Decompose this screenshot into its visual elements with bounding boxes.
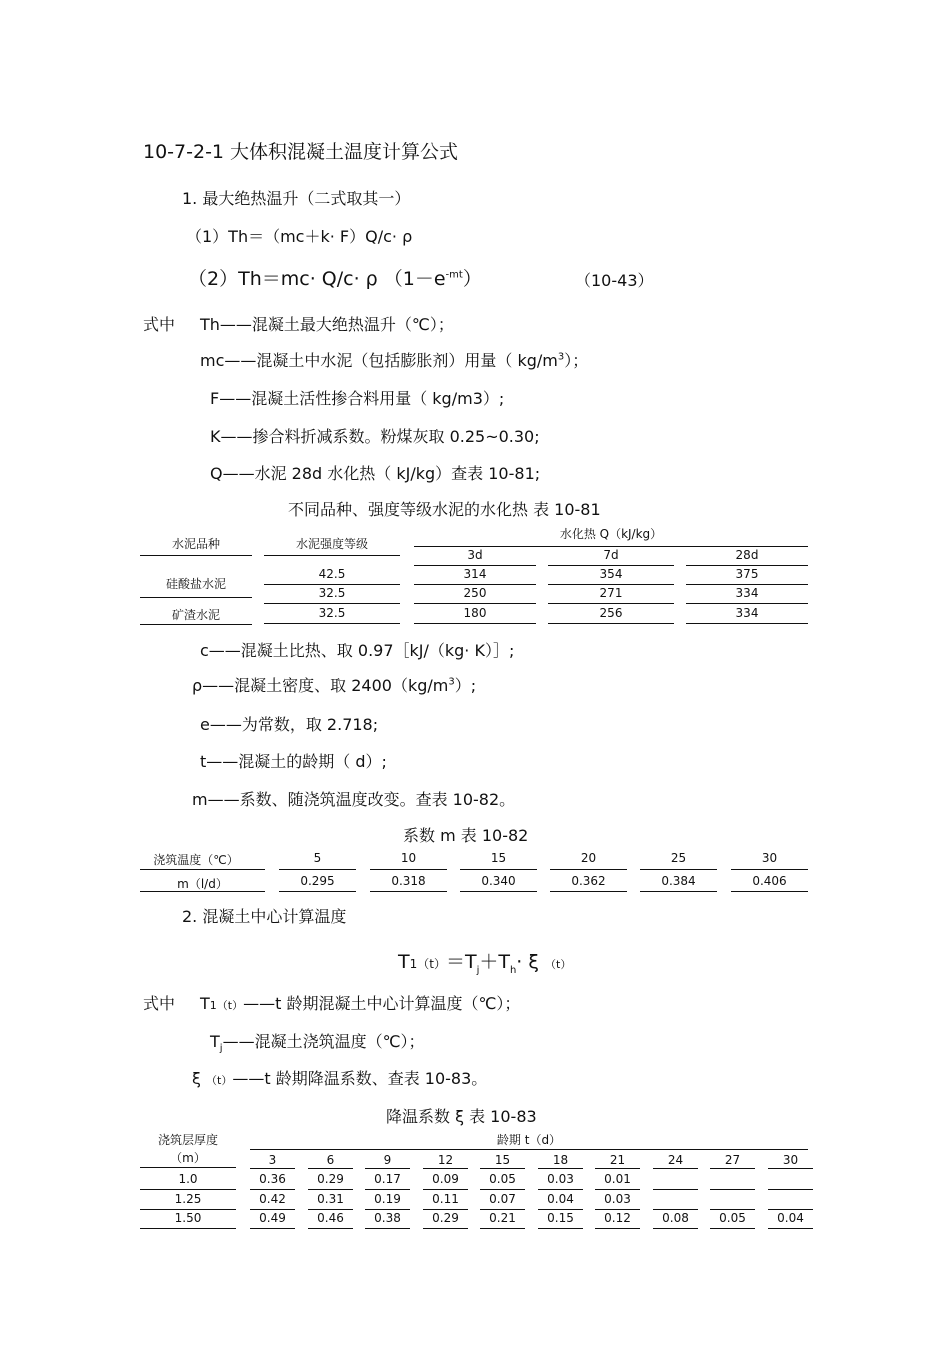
t83-cell: 0.21 [489, 1211, 516, 1225]
t83-thickness: 1.25 [174, 1192, 202, 1206]
t82-rule [370, 891, 447, 892]
t83-rule [423, 1228, 468, 1229]
t82-temp: 5 [313, 851, 322, 865]
t81-rule [414, 603, 536, 604]
t83-rule [480, 1228, 525, 1229]
t83-rule [250, 1189, 295, 1190]
def-k: K——掺合料折减系数。粉煤灰取 0.25~0.30; [210, 427, 540, 446]
def-c: c——混凝土比热、取 0.97［kJ/（kg· K）］; [200, 641, 515, 660]
t83-cell: 0.17 [374, 1172, 401, 1186]
t83-rule [653, 1189, 698, 1190]
t83-age: 18 [552, 1153, 569, 1167]
t83-age: 30 [782, 1153, 799, 1167]
t82-temp: 20 [580, 851, 597, 865]
t83-cell: 0.31 [317, 1192, 344, 1206]
def-f: F——混凝土活性掺合料用量（ kg/m3）; [210, 389, 505, 408]
t83-rule [538, 1209, 583, 1210]
t82-rule [370, 869, 447, 870]
t83-rule [140, 1167, 236, 1168]
t83-cell: 0.19 [374, 1192, 401, 1206]
t83-rule [480, 1189, 525, 1190]
t82-temp: 10 [400, 851, 417, 865]
t83-cell: 0.11 [432, 1192, 459, 1206]
t81-rule [264, 555, 400, 556]
t83-rule [710, 1228, 755, 1229]
t82-value: 0.318 [391, 874, 426, 888]
t83-rule [423, 1168, 468, 1169]
t83-rule [768, 1189, 813, 1190]
def-mc-text: mc——混凝土中水泥（包括膨胀剂）用量（ kg/m [200, 351, 558, 370]
formula-2-body: （2）Th＝mc· Q/c· ρ （1－e [188, 268, 446, 290]
formula-2-exponent: -mt [445, 269, 463, 281]
def-rho [192, 673, 476, 696]
t82-rule [140, 891, 265, 892]
t83-rule [423, 1209, 468, 1210]
t83-cell: 0.05 [719, 1211, 746, 1225]
t81-rule [264, 623, 400, 624]
t83-cell: 0.49 [259, 1211, 286, 1225]
item-1-heading: 1. 最大绝热温升（二式取其一） [182, 189, 411, 208]
def-rho-tail: ）; [454, 676, 477, 695]
t83-rule [538, 1228, 583, 1229]
t81-rule [686, 565, 808, 566]
t83-rule [538, 1168, 583, 1169]
t83-rule [308, 1189, 353, 1190]
t83-rule [480, 1168, 525, 1169]
t83-rule [423, 1189, 468, 1190]
t81-kind: 硅酸盐水泥 [165, 577, 226, 591]
t82-row2-label: m（l/d） [177, 877, 228, 891]
t82-rule [550, 869, 627, 870]
t83-thickness: 1.50 [174, 1211, 202, 1225]
t81-rule [264, 603, 400, 604]
t81-header-kind: 水泥品种 [171, 537, 220, 551]
t83-rule [768, 1228, 813, 1229]
t81-day: 3d [467, 548, 483, 562]
t81-rule [686, 584, 808, 585]
def-mc [200, 348, 588, 371]
t83-rule [653, 1228, 698, 1229]
t81-rule [414, 546, 808, 547]
t83-rule [250, 1209, 295, 1210]
def-mc-tail: ）； [564, 351, 589, 370]
formula-1: （1）Th＝（mc＋k· F）Q/c· ρ [186, 227, 413, 246]
t81-cell: 375 [735, 567, 759, 581]
t81-header-heat: 水化热 Q（kJ/kg） [559, 527, 663, 541]
t83-cell: 0.36 [259, 1172, 286, 1186]
t81-rule [414, 565, 536, 566]
t82-rule [550, 891, 627, 892]
t83-rule [595, 1209, 640, 1210]
t83-cell: 0.46 [317, 1211, 344, 1225]
t83-cell: 0.03 [547, 1172, 574, 1186]
def-t: t——混凝土的龄期（ d）; [200, 752, 387, 771]
where-label-1: 式中 [143, 315, 176, 334]
t83-rule [538, 1189, 583, 1190]
t81-cell: 314 [463, 567, 487, 581]
t83-age: 27 [724, 1153, 741, 1167]
t83-rule [365, 1168, 410, 1169]
t83-rule [653, 1209, 698, 1210]
t83-rule [140, 1228, 236, 1229]
t83-header-unit: （m） [170, 1151, 206, 1165]
t83-header-age: 龄期 t（d） [496, 1133, 562, 1147]
t83-rule [365, 1228, 410, 1229]
def-e: e——为常数，取 2.718; [200, 715, 379, 734]
t81-rule [686, 623, 808, 624]
t83-rule [140, 1189, 236, 1190]
t83-rule [250, 1168, 295, 1169]
t83-cell: 0.05 [489, 1172, 516, 1186]
t83-cell: 0.12 [604, 1211, 631, 1225]
where-label-2: 式中 [143, 994, 176, 1013]
t83-age: 24 [667, 1153, 684, 1167]
t83-cell: 0.09 [432, 1172, 459, 1186]
t83-age: 9 [383, 1153, 392, 1167]
t82-value: 0.340 [481, 874, 516, 888]
def-q: Q——水泥 28d 水化热（ kJ/kg）查表 10-81; [210, 464, 541, 483]
t82-row1-label: 浇筑温度（℃） [153, 853, 239, 867]
t83-rule [768, 1209, 813, 1210]
t83-rule [710, 1168, 755, 1169]
t83-thickness: 1.0 [178, 1172, 198, 1186]
t83-rule [308, 1168, 353, 1169]
t81-cell: 271 [599, 586, 623, 600]
t81-rule [548, 584, 674, 585]
t83-age: 6 [326, 1153, 335, 1167]
t83-cell: 0.15 [547, 1211, 574, 1225]
t81-rule [686, 603, 808, 604]
t83-header-thick: 浇筑层厚度 [157, 1133, 218, 1147]
t83-cell: 0.03 [604, 1192, 631, 1206]
t82-rule [460, 869, 537, 870]
t81-rule [548, 623, 674, 624]
formula-2-close: ） [462, 268, 482, 290]
t82-value: 0.384 [661, 874, 696, 888]
t83-cell: 0.07 [489, 1192, 516, 1206]
t81-cell: 334 [735, 586, 759, 600]
t83-rule [308, 1228, 353, 1229]
def-rho-text: ρ——混凝土密度、取 2400（kg/m [192, 676, 449, 695]
t83-cell: 0.42 [259, 1192, 286, 1206]
t82-rule [640, 869, 717, 870]
t83-rule [595, 1189, 640, 1190]
t81-header-grade: 水泥强度等级 [295, 537, 368, 551]
t83-rule [480, 1209, 525, 1210]
t83-age: 21 [609, 1153, 626, 1167]
t81-cell: 42.5 [318, 567, 346, 581]
def-mc-sup: 3 [557, 351, 565, 363]
t83-rule [250, 1228, 295, 1229]
t83-rule [308, 1209, 353, 1210]
t82-temp: 25 [670, 851, 687, 865]
t82-rule [279, 869, 356, 870]
t81-rule [140, 555, 252, 556]
t83-cell: 0.01 [604, 1172, 631, 1186]
t81-cell: 334 [735, 606, 759, 620]
t82-rule [279, 891, 356, 892]
def-rho-sup: 3 [448, 676, 455, 688]
formula-2 [188, 264, 482, 291]
t81-rule [548, 603, 674, 604]
t83-cell: 0.29 [432, 1211, 459, 1225]
table-82-caption: 系数 m 表 10-82 [403, 826, 529, 845]
table-83-caption: 降温系数 ξ 表 10-83 [386, 1107, 537, 1126]
t82-temp: 30 [761, 851, 778, 865]
t83-age: 3 [268, 1153, 277, 1167]
section-title: 10-7-2-1 大体积混凝土温度计算公式 [143, 141, 459, 163]
t82-rule [731, 891, 808, 892]
t82-rule [640, 891, 717, 892]
t81-cell: 250 [463, 586, 487, 600]
def-tj: $T_j——$混凝土浇筑温度（℃）； [210, 1032, 425, 1055]
t83-cell: 0.08 [662, 1211, 689, 1225]
table-81-caption: 不同品种、强度等级水泥的水化热 表 10-81 [288, 500, 601, 519]
t83-rule [768, 1168, 813, 1169]
def-t1: T1（t）——t 龄期混凝土中心计算温度（℃）； [200, 994, 521, 1013]
formula-2-ref: （10-43） [575, 271, 654, 290]
t83-age: 15 [494, 1153, 511, 1167]
t81-cell: 354 [599, 567, 623, 581]
t83-rule [595, 1228, 640, 1229]
t83-age: 12 [437, 1153, 454, 1167]
t83-rule [140, 1209, 236, 1210]
t83-rule [710, 1189, 755, 1190]
t81-rule [140, 597, 252, 598]
def-th: Th——混凝土最大绝热温升（℃）； [200, 315, 454, 334]
t81-rule [414, 623, 536, 624]
def-xi: ξ （t）——t 龄期降温系数、查表 10-83。 [192, 1069, 488, 1088]
t81-kind: 矿渣水泥 [171, 608, 220, 622]
item-2-heading: 2. 混凝土中心计算温度 [182, 907, 347, 926]
t82-rule [731, 869, 808, 870]
t81-cell: 32.5 [318, 606, 346, 620]
t82-rule [460, 891, 537, 892]
t81-rule [140, 624, 252, 625]
t83-cell: 0.38 [374, 1211, 401, 1225]
t81-rule [264, 584, 400, 585]
t81-day: 28d [735, 548, 759, 562]
t83-rule [365, 1209, 410, 1210]
t81-cell: 32.5 [318, 586, 346, 600]
t83-rule [250, 1149, 808, 1150]
t83-cell: 0.04 [777, 1211, 804, 1225]
formula-3: $T1(t)=T_j+T_h\cdot \xi$ （t） [398, 951, 572, 976]
t83-rule [653, 1168, 698, 1169]
t81-cell: 256 [599, 606, 623, 620]
t81-day: 7d [603, 548, 619, 562]
def-m: m——系数、随浇筑温度改变。查表 10-82。 [192, 790, 516, 809]
t81-cell: 180 [463, 606, 487, 620]
t82-temp: 15 [490, 851, 507, 865]
t82-value: 0.406 [752, 874, 787, 888]
t83-cell: 0.29 [317, 1172, 344, 1186]
t81-rule [548, 565, 674, 566]
t83-cell: 0.04 [547, 1192, 574, 1206]
t81-rule [414, 584, 536, 585]
t82-value: 0.362 [571, 874, 606, 888]
t82-value: 0.295 [300, 874, 335, 888]
t83-rule [595, 1168, 640, 1169]
t82-rule [140, 869, 265, 870]
t83-rule [365, 1189, 410, 1190]
t83-rule [710, 1209, 755, 1210]
